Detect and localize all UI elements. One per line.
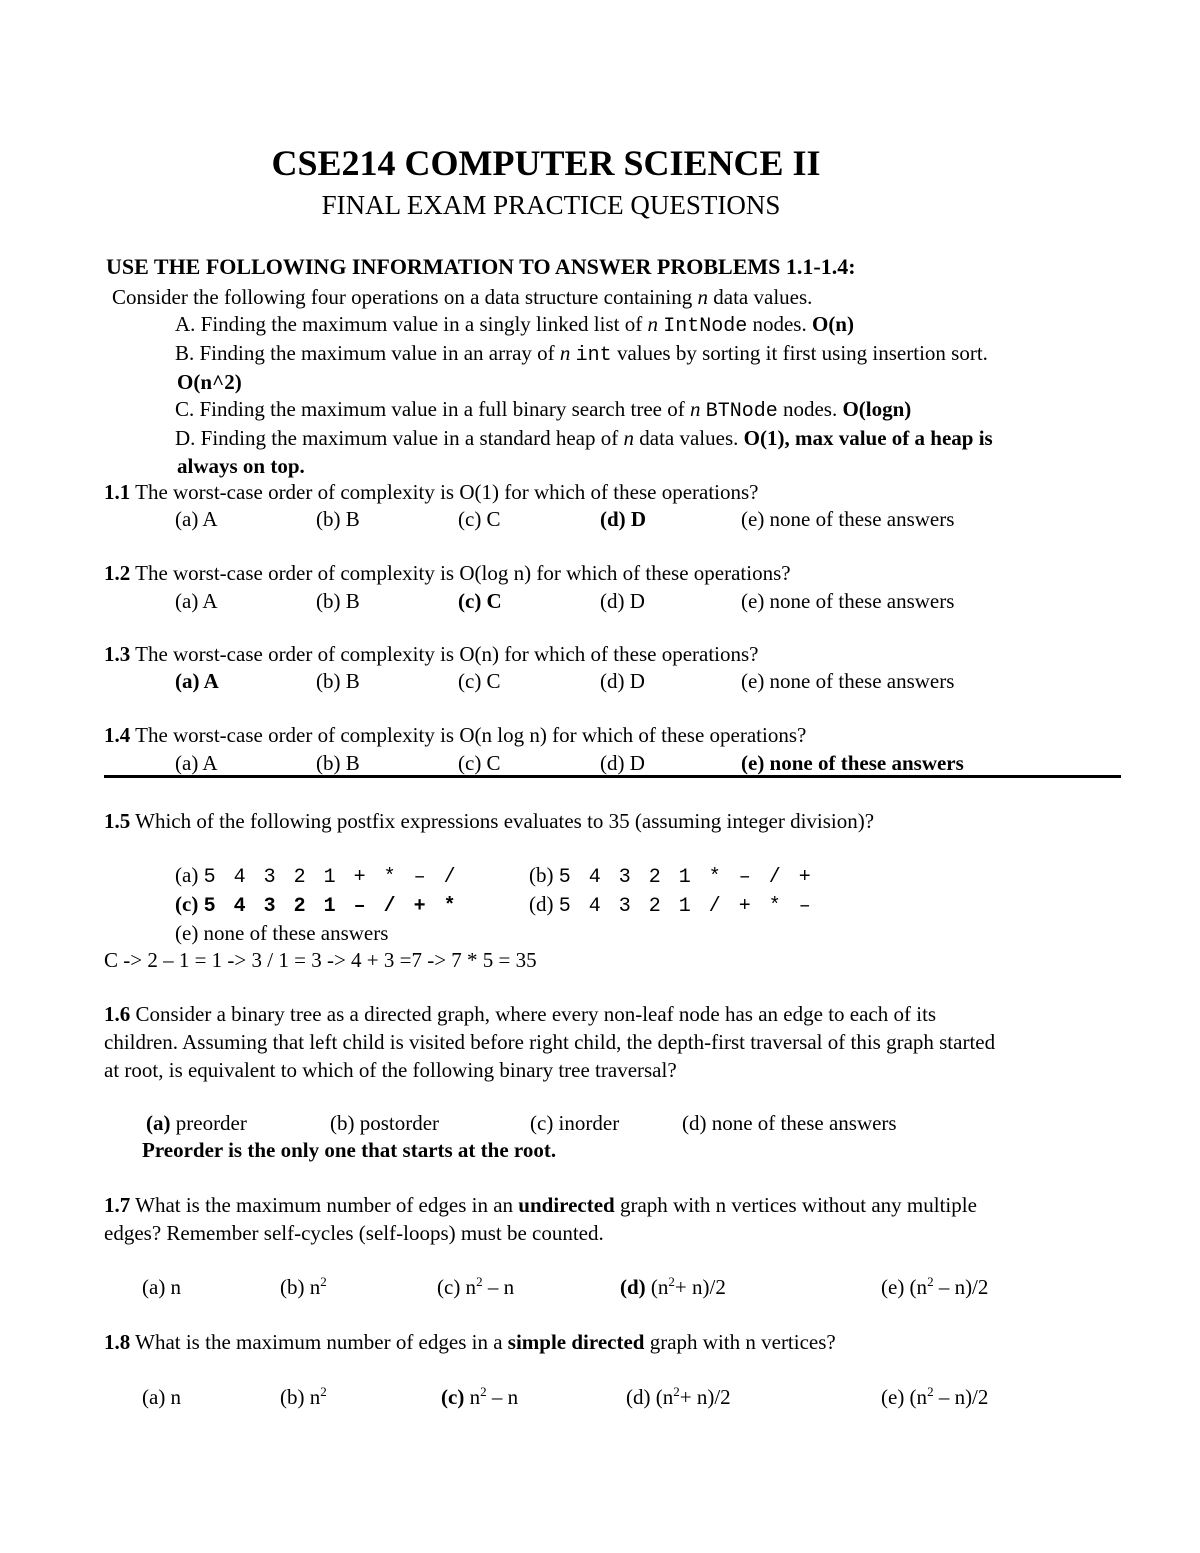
q12-choice-b: (b) B	[316, 589, 360, 613]
q13-choice-c: (c) C	[458, 669, 501, 693]
q17-choice-b: (b) $n^2$	[280, 1274, 327, 1299]
info-heading: USE THE FOLLOWING INFORMATION TO ANSWER PROBLEMS 1.1-1.4:	[106, 254, 856, 279]
question-1-6-line2: children. Assuming that left child is visited before right child, the depth-first traversal of this graph started	[104, 1030, 996, 1054]
page-subtitle: FINAL EXAM PRACTICE QUESTIONS	[321, 190, 781, 220]
q11-choice-d: (d) D	[600, 507, 647, 531]
question-1-1: 1.1 The worst-case order of complexity is O(1) for which of these operations?	[104, 480, 759, 504]
q17-choice-a: (a) n	[142, 1275, 182, 1299]
q14-choice-e: (e) none of these answers	[741, 751, 964, 775]
question-1-2: 1.2 The worst-case order of complexity is O(log n) for which of these operations?	[104, 561, 791, 585]
info-intro: Consider the following four operations on a data structure containing n data values.	[112, 285, 813, 309]
q16-choice-b: (b) postorder	[330, 1111, 440, 1135]
q11-choice-a: (a) A	[175, 507, 218, 531]
q18-choice-b: (b) $n^2$	[280, 1384, 327, 1409]
q15-choice-b: (b) 5 4 3 2 1 * – / +	[529, 863, 811, 889]
operation-b: B. Finding the maximum value in an array of n int values by sorting it first using insertion sort.	[175, 341, 988, 367]
q15-work: C -> 2 – 1 = 1 -> 3 / 1 = 3 -> 4 + 3 =7 -> 7 * 5 = 35	[104, 948, 537, 972]
operation-a: A. Finding the maximum value in a singly linked list of n IntNode nodes. O(n)	[175, 312, 854, 338]
q17-choice-d: (d) $(n^2+ n)/2$	[620, 1274, 726, 1299]
operation-c: C. Finding the maximum value in a full binary search tree of n BTNode nodes. O(logn)	[175, 397, 912, 423]
question-1-6-line3: at root, is equivalent to which of the following binary tree traversal?	[104, 1058, 677, 1082]
q14-choice-a: (a) A	[175, 751, 218, 775]
q15-choice-c: (c) 5 4 3 2 1 – / + *	[175, 892, 456, 918]
q14-choice-d: (d) D	[600, 751, 645, 775]
operation-d: D. Finding the maximum value in a standard heap of n data values. O(1), max value of a heap is	[175, 426, 993, 450]
q13-choice-b: (b) B	[316, 669, 360, 693]
q14-choice-c: (c) C	[458, 751, 501, 775]
q15-choice-e: (e) none of these answers	[175, 921, 389, 945]
q13-choice-e: (e) none of these answers	[741, 669, 955, 693]
q17-choice-c: (c) $n^2$ – n	[437, 1274, 515, 1299]
question-1-3: 1.3 The worst-case order of complexity is O(n) for which of these operations?	[104, 642, 759, 666]
q15-choice-d: (d) 5 4 3 2 1 / + * –	[529, 892, 811, 918]
question-1-7: 1.7 What is the maximum number of edges in an undirected graph with n vertices without any multiple	[104, 1193, 977, 1217]
q18-choice-c: (c) $n^2$ – n	[441, 1384, 519, 1409]
q15-choice-a: (a) 5 4 3 2 1 + * – /	[175, 863, 456, 889]
q17-choice-e: (e) $(n^2 - n)/2$	[881, 1274, 989, 1299]
operation-d-answer: always on top.	[177, 454, 305, 478]
q12-choice-a: (a) A	[175, 589, 218, 613]
operation-b-answer: O(n^2)	[177, 370, 242, 394]
q12-choice-e: (e) none of these answers	[741, 589, 955, 613]
q16-choice-d: (d) none of these answers	[682, 1111, 897, 1135]
q18-choice-d: (d) $(n^2+ n)/2$	[626, 1384, 731, 1409]
q16-answer: Preorder is the only one that starts at the root.	[142, 1138, 557, 1162]
q16-choice-a: (a) preorder	[146, 1111, 247, 1135]
q11-choice-b: (b) B	[316, 507, 360, 531]
q16-choice-c: (c) inorder	[530, 1111, 620, 1135]
section-divider	[104, 775, 1121, 778]
question-1-6: 1.6 Consider a binary tree as a directed graph, where every non-leaf node has an edge to each of its	[104, 1002, 937, 1026]
question-1-7-line2: edges? Remember self-cycles (self-loops) must be counted.	[104, 1221, 604, 1245]
question-1-4: 1.4 The worst-case order of complexity is O(n log n) for which of these operations?	[104, 723, 807, 747]
q14-choice-b: (b) B	[316, 751, 360, 775]
q11-choice-c: (c) C	[458, 507, 501, 531]
question-1-5: 1.5 Which of the following postfix expressions evaluates to 35 (assuming integer division)?	[104, 809, 875, 833]
question-1-8: 1.8 What is the maximum number of edges in a simple directed graph with n vertices?	[104, 1330, 836, 1354]
q18-choice-e: (e) $(n^2 - n)/2$	[881, 1384, 989, 1409]
q13-choice-a: (a) A	[175, 669, 219, 693]
page-title: CSE214 COMPUTER SCIENCE II	[271, 143, 821, 183]
q11-choice-e: (e) none of these answers	[741, 507, 955, 531]
q18-choice-a: (a) n	[142, 1385, 182, 1409]
q13-choice-d: (d) D	[600, 669, 645, 693]
q12-choice-d: (d) D	[600, 589, 645, 613]
q12-choice-c: (c) C	[458, 589, 502, 613]
